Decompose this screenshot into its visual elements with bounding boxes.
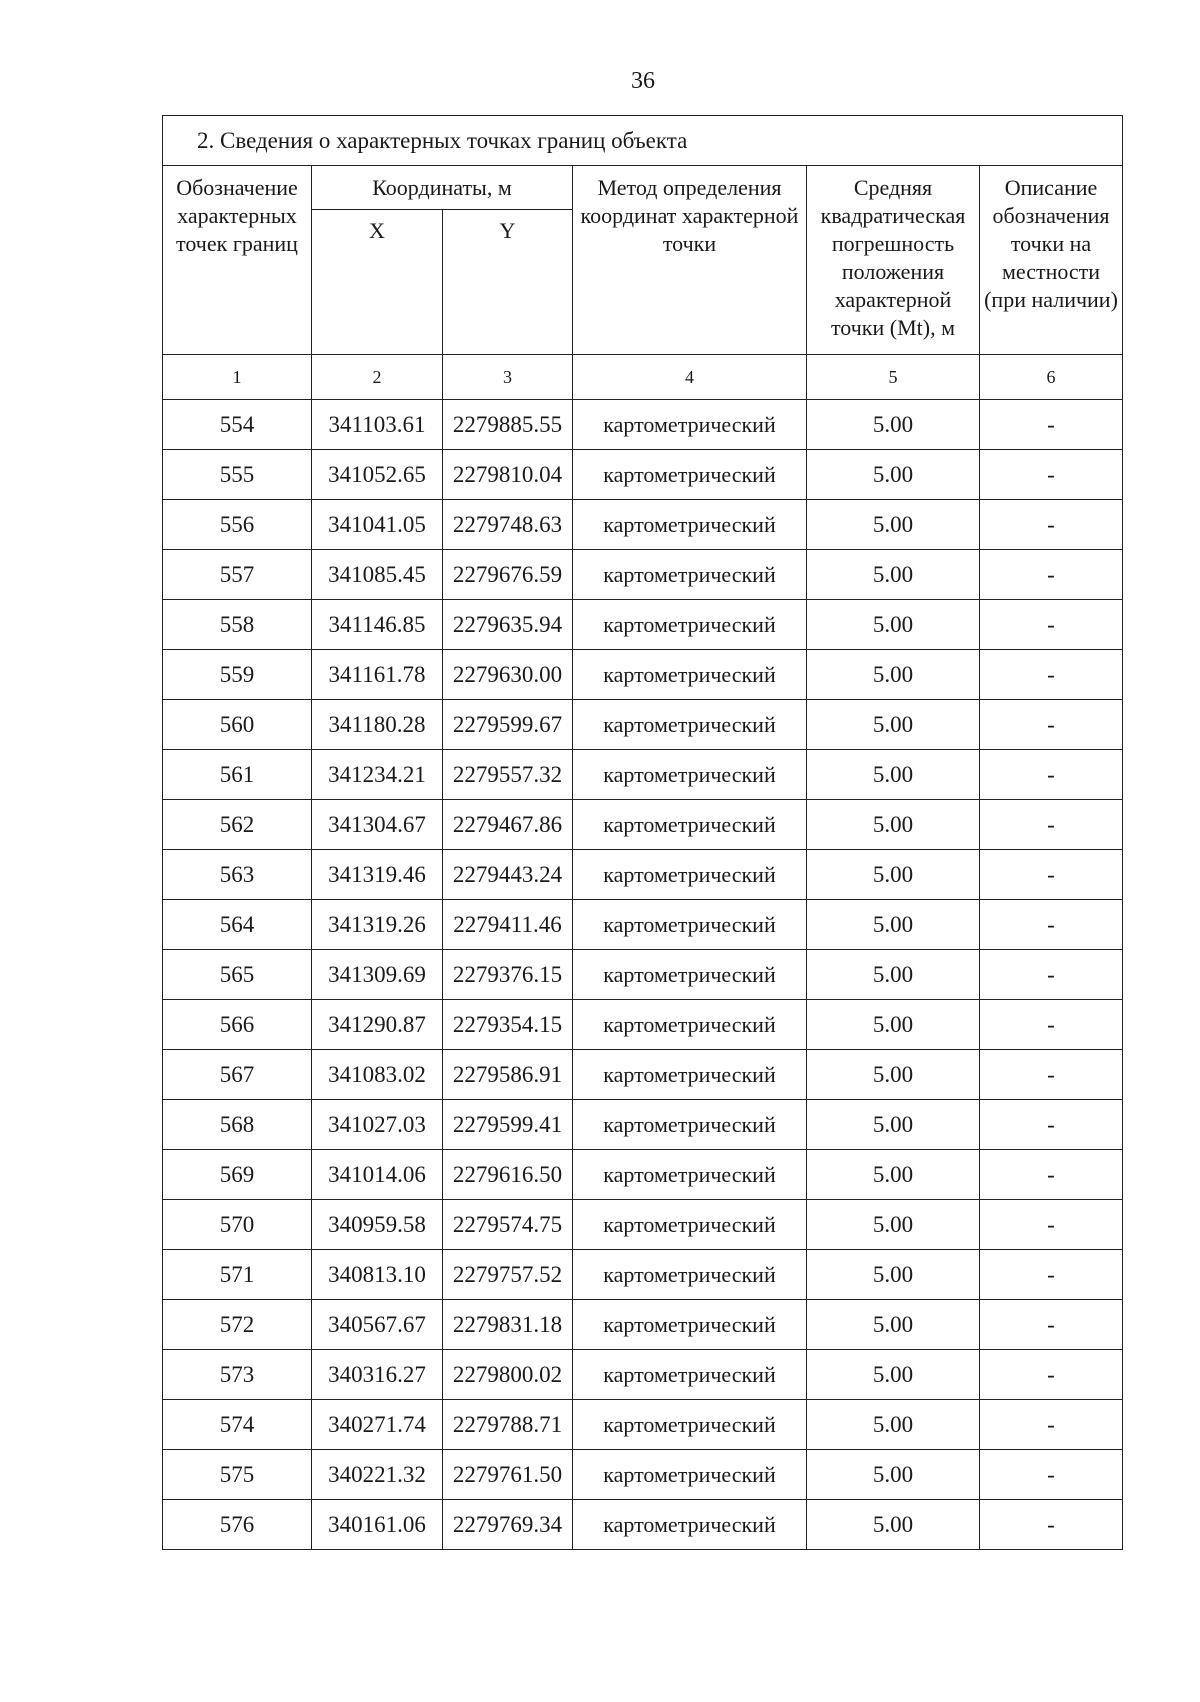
- table-row: [163, 1250, 1123, 1300]
- error-cell: 5.00: [807, 800, 980, 850]
- method-cell: картометрический: [573, 750, 807, 800]
- description-cell: -: [980, 1300, 1123, 1350]
- description-cell: -: [980, 1150, 1123, 1200]
- y-coordinate-cell: 2279574.75: [443, 1200, 573, 1250]
- error-cell: 5.00: [807, 700, 980, 750]
- column-number: 3: [443, 355, 573, 400]
- description-cell: -: [980, 700, 1123, 750]
- table-row: [163, 1450, 1123, 1500]
- y-coordinate-cell: 2279788.71: [443, 1400, 573, 1450]
- method-cell: картометрический: [573, 800, 807, 850]
- y-coordinate-cell: 2279599.41: [443, 1100, 573, 1150]
- table-row: [163, 1200, 1123, 1250]
- point-id-cell: 567: [163, 1050, 312, 1100]
- table-row: [163, 500, 1123, 550]
- description-cell: -: [980, 1100, 1123, 1150]
- error-cell: 5.00: [807, 1050, 980, 1100]
- x-coordinate-cell: 341146.85: [312, 600, 443, 650]
- point-id-cell: 565: [163, 950, 312, 1000]
- point-id-cell: 558: [163, 600, 312, 650]
- point-id-cell: 569: [163, 1150, 312, 1200]
- x-coordinate-cell: 340959.58: [312, 1200, 443, 1250]
- point-id-cell: 566: [163, 1000, 312, 1050]
- point-id-cell: 574: [163, 1400, 312, 1450]
- description-cell: -: [980, 1250, 1123, 1300]
- table-row: [163, 450, 1123, 500]
- x-coordinate-cell: 341014.06: [312, 1150, 443, 1200]
- table-row: [163, 1300, 1123, 1350]
- description-cell: -: [980, 1500, 1123, 1550]
- x-coordinate-cell: 340316.27: [312, 1350, 443, 1400]
- error-cell: 5.00: [807, 900, 980, 950]
- description-cell: -: [980, 950, 1123, 1000]
- x-coordinate-cell: 340161.06: [312, 1500, 443, 1550]
- error-cell: 5.00: [807, 650, 980, 700]
- table-row: [163, 1400, 1123, 1450]
- description-cell: -: [980, 500, 1123, 550]
- method-cell: картометрический: [573, 1150, 807, 1200]
- description-cell: -: [980, 850, 1123, 900]
- y-coordinate-cell: 2279676.59: [443, 550, 573, 600]
- description-cell: -: [980, 550, 1123, 600]
- point-id-cell: 555: [163, 450, 312, 500]
- method-cell: картометрический: [573, 450, 807, 500]
- error-cell: 5.00: [807, 1250, 980, 1300]
- description-cell: -: [980, 1200, 1123, 1250]
- error-cell: 5.00: [807, 1200, 980, 1250]
- y-coordinate-cell: 2279411.46: [443, 900, 573, 950]
- x-coordinate-cell: 341052.65: [312, 450, 443, 500]
- x-coordinate-cell: 341309.69: [312, 950, 443, 1000]
- column-number: 1: [163, 355, 312, 400]
- header-coordinates: Координаты, м: [312, 166, 573, 210]
- point-id-cell: 568: [163, 1100, 312, 1150]
- method-cell: картометрический: [573, 400, 807, 450]
- table-row: [163, 950, 1123, 1000]
- header-error: Средняя квадратическая погрешность положения характерной точки (Mt), м: [807, 166, 980, 355]
- y-coordinate-cell: 2279757.52: [443, 1250, 573, 1300]
- method-cell: картометрический: [573, 1400, 807, 1450]
- header-designation: Обозначение характерных точек границ: [163, 166, 312, 355]
- y-coordinate-cell: 2279557.32: [443, 750, 573, 800]
- header-method: Метод определения координат характерной точки: [573, 166, 807, 355]
- error-cell: 5.00: [807, 1500, 980, 1550]
- error-cell: 5.00: [807, 1300, 980, 1350]
- description-cell: -: [980, 1050, 1123, 1100]
- x-coordinate-cell: 341319.46: [312, 850, 443, 900]
- description-cell: -: [980, 400, 1123, 450]
- point-id-cell: 564: [163, 900, 312, 950]
- point-id-cell: 572: [163, 1300, 312, 1350]
- y-coordinate-cell: 2279831.18: [443, 1300, 573, 1350]
- x-coordinate-cell: 341234.21: [312, 750, 443, 800]
- y-coordinate-cell: 2279761.50: [443, 1450, 573, 1500]
- table-row: [163, 1100, 1123, 1150]
- table-row: [163, 650, 1123, 700]
- x-coordinate-cell: 341041.05: [312, 500, 443, 550]
- description-cell: -: [980, 450, 1123, 500]
- header-x: X: [312, 210, 443, 355]
- x-coordinate-cell: 341290.87: [312, 1000, 443, 1050]
- column-number: 5: [807, 355, 980, 400]
- x-coordinate-cell: 341304.67: [312, 800, 443, 850]
- error-cell: 5.00: [807, 1450, 980, 1500]
- method-cell: картометрический: [573, 1300, 807, 1350]
- table-row: [163, 700, 1123, 750]
- error-cell: 5.00: [807, 1150, 980, 1200]
- method-cell: картометрический: [573, 1200, 807, 1250]
- x-coordinate-cell: 341085.45: [312, 550, 443, 600]
- point-id-cell: 576: [163, 1500, 312, 1550]
- table-row: [163, 1150, 1123, 1200]
- point-id-cell: 561: [163, 750, 312, 800]
- page-number: 36: [631, 68, 655, 94]
- column-number: 2: [312, 355, 443, 400]
- method-cell: картометрический: [573, 500, 807, 550]
- error-cell: 5.00: [807, 500, 980, 550]
- point-id-cell: 560: [163, 700, 312, 750]
- method-cell: картометрический: [573, 1250, 807, 1300]
- x-coordinate-cell: 341161.78: [312, 650, 443, 700]
- point-id-cell: 554: [163, 400, 312, 450]
- header-y: Y: [443, 210, 573, 355]
- y-coordinate-cell: 2279885.55: [443, 400, 573, 450]
- table-row: [163, 900, 1123, 950]
- error-cell: 5.00: [807, 1350, 980, 1400]
- description-cell: -: [980, 750, 1123, 800]
- column-number: 4: [573, 355, 807, 400]
- description-cell: -: [980, 1000, 1123, 1050]
- table-row: [163, 400, 1123, 450]
- table-row: [163, 1350, 1123, 1400]
- error-cell: 5.00: [807, 850, 980, 900]
- error-cell: 5.00: [807, 1000, 980, 1050]
- description-cell: -: [980, 650, 1123, 700]
- y-coordinate-cell: 2279748.63: [443, 500, 573, 550]
- y-coordinate-cell: 2279599.67: [443, 700, 573, 750]
- method-cell: картометрический: [573, 950, 807, 1000]
- description-cell: -: [980, 600, 1123, 650]
- method-cell: картометрический: [573, 900, 807, 950]
- method-cell: картометрический: [573, 600, 807, 650]
- x-coordinate-cell: 341103.61: [312, 400, 443, 450]
- method-cell: картометрический: [573, 1050, 807, 1100]
- x-coordinate-cell: 341319.26: [312, 900, 443, 950]
- column-numbers-row: [163, 355, 1123, 400]
- x-coordinate-cell: 340221.32: [312, 1450, 443, 1500]
- point-id-cell: 556: [163, 500, 312, 550]
- error-cell: 5.00: [807, 1400, 980, 1450]
- y-coordinate-cell: 2279800.02: [443, 1350, 573, 1400]
- table-body: [163, 400, 1123, 1550]
- y-coordinate-cell: 2279376.15: [443, 950, 573, 1000]
- description-cell: -: [980, 1350, 1123, 1400]
- y-coordinate-cell: 2279769.34: [443, 1500, 573, 1550]
- y-coordinate-cell: 2279443.24: [443, 850, 573, 900]
- table-row: [163, 850, 1123, 900]
- point-id-cell: 575: [163, 1450, 312, 1500]
- table-row: [163, 1000, 1123, 1050]
- method-cell: картометрический: [573, 700, 807, 750]
- column-number: 6: [980, 355, 1123, 400]
- y-coordinate-cell: 2279586.91: [443, 1050, 573, 1100]
- table-row: [163, 1500, 1123, 1550]
- x-coordinate-cell: 340567.67: [312, 1300, 443, 1350]
- x-coordinate-cell: 341083.02: [312, 1050, 443, 1100]
- error-cell: 5.00: [807, 400, 980, 450]
- error-cell: 5.00: [807, 450, 980, 500]
- error-cell: 5.00: [807, 1100, 980, 1150]
- x-coordinate-cell: 340813.10: [312, 1250, 443, 1300]
- y-coordinate-cell: 2279630.00: [443, 650, 573, 700]
- table-row: [163, 750, 1123, 800]
- error-cell: 5.00: [807, 550, 980, 600]
- error-cell: 5.00: [807, 750, 980, 800]
- method-cell: картометрический: [573, 850, 807, 900]
- x-coordinate-cell: 340271.74: [312, 1400, 443, 1450]
- point-id-cell: 570: [163, 1200, 312, 1250]
- section-title: 2. Сведения о характерных точках границ объекта: [163, 116, 1123, 166]
- description-cell: -: [980, 1400, 1123, 1450]
- description-cell: -: [980, 1450, 1123, 1500]
- y-coordinate-cell: 2279635.94: [443, 600, 573, 650]
- method-cell: картометрический: [573, 1000, 807, 1050]
- table-row: [163, 550, 1123, 600]
- point-id-cell: 562: [163, 800, 312, 850]
- x-coordinate-cell: 341027.03: [312, 1100, 443, 1150]
- x-coordinate-cell: 341180.28: [312, 700, 443, 750]
- method-cell: картометрический: [573, 1500, 807, 1550]
- method-cell: картометрический: [573, 550, 807, 600]
- error-cell: 5.00: [807, 600, 980, 650]
- point-id-cell: 573: [163, 1350, 312, 1400]
- header-description: Описание обозначения точки на местности (при наличии): [980, 166, 1123, 355]
- method-cell: картометрический: [573, 1450, 807, 1500]
- point-id-cell: 563: [163, 850, 312, 900]
- table-row: [163, 800, 1123, 850]
- boundary-points-table: [162, 115, 1123, 1550]
- method-cell: картометрический: [573, 1350, 807, 1400]
- point-id-cell: 557: [163, 550, 312, 600]
- y-coordinate-cell: 2279467.86: [443, 800, 573, 850]
- description-cell: -: [980, 800, 1123, 850]
- method-cell: картометрический: [573, 650, 807, 700]
- y-coordinate-cell: 2279810.04: [443, 450, 573, 500]
- y-coordinate-cell: 2279354.15: [443, 1000, 573, 1050]
- point-id-cell: 559: [163, 650, 312, 700]
- point-id-cell: 571: [163, 1250, 312, 1300]
- table-row: [163, 600, 1123, 650]
- description-cell: -: [980, 900, 1123, 950]
- method-cell: картометрический: [573, 1100, 807, 1150]
- table-row: [163, 1050, 1123, 1100]
- y-coordinate-cell: 2279616.50: [443, 1150, 573, 1200]
- error-cell: 5.00: [807, 950, 980, 1000]
